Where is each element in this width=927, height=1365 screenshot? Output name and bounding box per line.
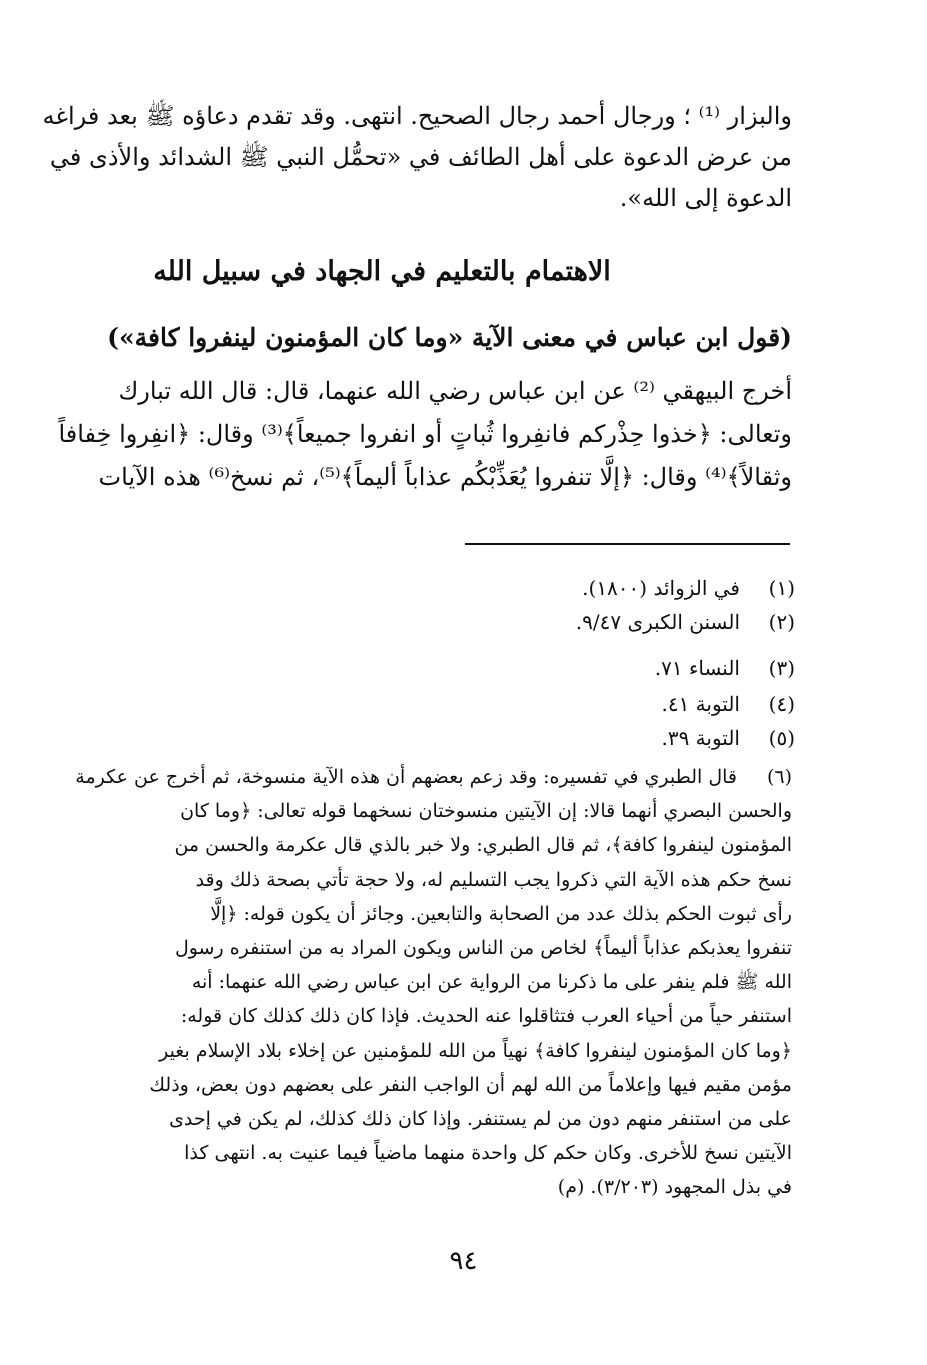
footnote-number: (٢) xyxy=(768,610,795,634)
footnote-item xyxy=(540,650,795,686)
intro-line: من عرض الدعوة على أهل الطائف في «تحمُّل النبي ﷺ الشدائد والأذى في xyxy=(49,143,792,171)
footnote-line: في بذل المجهود (٣/٢٠٣). (م) xyxy=(557,1176,792,1199)
footnote-line: المؤمنون لينفروا كافة﴾، ثم قال الطبري: ولا خبر بالذي قال عكرمة والحسن من xyxy=(174,834,792,857)
footnote-divider xyxy=(465,543,790,545)
footnote-line: الله ﷺ فلم ينفر على ما ذكرنا من الرواية عن ابن عباس رضي الله عنهما: أنه xyxy=(191,971,792,994)
footnote-text: التوبة ٤١. xyxy=(661,692,740,716)
footnote-line: الآيتين نسخ للأخرى. وكان حكم كل واحدة منهما ماضياً فيما عنيت به. انتهى كذا xyxy=(184,1142,792,1165)
footnote-item xyxy=(540,686,795,722)
footnote-line: نسخ حكم هذه الآية التي ذكروا يجب التسليم له، ولا حجة تأتي بصحة ذلك وقد xyxy=(195,868,792,891)
footnote-number: (٣) xyxy=(768,656,795,680)
footnote-text: السنن الكبرى ٩/٤٧. xyxy=(575,610,740,634)
intro-paragraph xyxy=(42,96,792,219)
footnote-number: (١) xyxy=(768,576,795,600)
footnote-item xyxy=(540,720,795,756)
footnote-item xyxy=(540,570,795,606)
footnote-number: (٤) xyxy=(768,692,795,716)
footnote-line: والحسن البصري أنهما قالا: إن الآيتين منسوختان نسخهما قوله تعالى: ﴿وما كان xyxy=(180,800,792,823)
footnote-number: (٦) xyxy=(766,766,792,788)
footnote-line: استنفر حياً من أحياء العرب فتثاقلوا عنه الحديث. فإذا كان ذلك كذلك كان قوله: xyxy=(180,1005,792,1028)
page-number: ٩٤ xyxy=(449,1246,478,1276)
footnote-text: التوبة ٣٩. xyxy=(661,726,740,750)
body-paragraph xyxy=(58,370,792,499)
footnote-line: ﴿وما كان المؤمنون لينفروا كافة﴾ نهياً من الله للمؤمنين عن إخلاء بلاد الإسلام بغير xyxy=(159,1039,792,1062)
footnote-line: قال الطبري في تفسيره: وقد زعم بعضهم أن هذه الآية منسوخة، ثم أخرج عن عكرمة xyxy=(75,766,737,788)
footnote-text: النساء ٧١. xyxy=(654,656,740,680)
footnote-line: مؤمن مقيم فيها وإعلاماً من الله لهم أن الواجب النفر على بعضهم دون بعض، وذلك xyxy=(149,1073,792,1096)
footnote-item xyxy=(540,604,795,640)
intro-line: والبزار ⁽¹⁾ ؛ ورجال أحمد رجال الصحيح. انتهى. وقد تقدم دعاؤه ﷺ بعد فراغه xyxy=(42,102,792,130)
body-line: وتعالى: ﴿خذوا حِذْركم فانفِروا ثُباتٍ أو انفروا جميعاً﴾⁽³⁾ وقال: ﴿انفِروا خِفافاً xyxy=(58,420,792,448)
footnote-line: على من استنفر منهم دون من لم يستنفر. وإذا كان ذلك كذلك، لم يكن في إحدى xyxy=(169,1108,792,1131)
footnote-long-text xyxy=(75,760,792,1205)
section-heading: الاهتمام بالتعليم في الجهاد في سبيل الله xyxy=(153,256,611,287)
section-subheading: (قول ابن عباس في معنى الآية «وما كان المؤمنون لينفروا كافة») xyxy=(107,323,792,352)
body-line: أخرج البيهقي ⁽²⁾ عن ابن عباس رضي الله عنهما، قال: قال الله تبارك xyxy=(118,377,792,405)
footnote-number: (٥) xyxy=(768,726,795,750)
intro-line: الدعوة إلى الله». xyxy=(619,184,792,212)
footnote-line: تنفروا يعذبكم عذاباً أليماً﴾ لخاص من الناس ويكون المراد به من استنفره رسول xyxy=(174,937,792,960)
footnote-text: في الزوائد (١٨٠٠). xyxy=(582,576,740,600)
footnote-line: رأى ثبوت الحكم بذلك عدد من الصحابة والتابعين. وجائز أن يكون قوله: ﴿إلَّا xyxy=(210,902,792,925)
footnote-item-long xyxy=(75,760,792,1205)
body-line: وثقالاً﴾⁽⁴⁾ وقال: ﴿إلَّا تنفروا يُعَذِّبْكُم عذاباً أليماً﴾⁽⁵⁾، ثم نسخ⁽⁶⁾ هذه الآيات xyxy=(98,463,792,491)
